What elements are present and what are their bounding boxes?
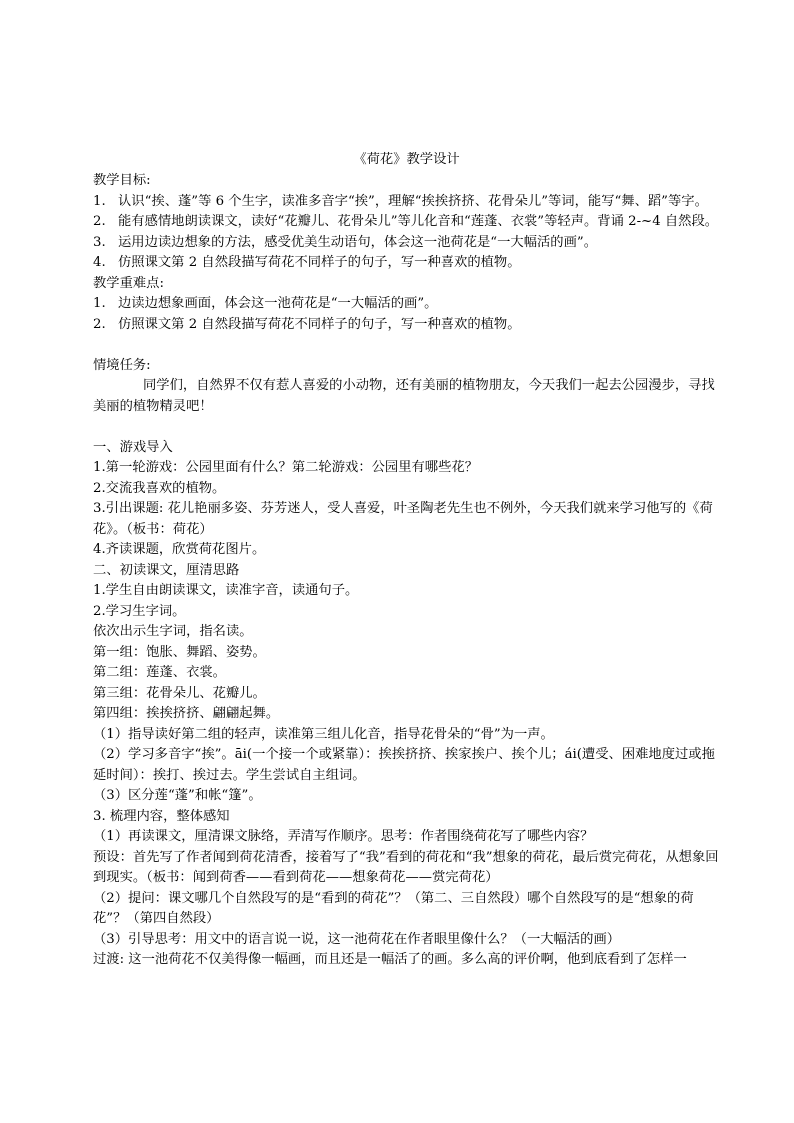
- body-line: 过渡: 这一池荷花不仅美得像一幅画，而且还是一幅活了的画。多么高的评价啊，他到底看到了怎样一: [93, 952, 687, 967]
- body-line: 第一组：饱胀、舞蹈、姿势。: [93, 644, 266, 660]
- body-line: 预设：首先写了作者闻到荷花清香，接着写了“我”看到的荷花和“我”想象的荷花，最后赏完荷花，从想象回到现实。（板书：闻到荷香——看到荷花——想象荷花——赏完荷花）: [93, 849, 719, 885]
- body-line: 4.齐读课题，欣赏荷花图片。: [93, 542, 266, 557]
- item-text: 仿照课文第 2 自然段描写荷花不同样子的句子，写一种喜欢的植物。: [118, 316, 521, 332]
- task-heading: 情境任务:: [93, 357, 151, 373]
- body-line: 1.第一轮游戏：公园里面有什么？第二轮游戏：公园里有哪些花？: [93, 460, 478, 475]
- blank-line: [93, 335, 720, 356]
- body-line: （3）区分莲“蓬”和帐“篷”。: [93, 788, 262, 803]
- body-line: 3. 梳理内容，整体感知: [93, 808, 230, 824]
- body-line: 1.学生自由朗读课文，读准字音，读通句子。: [93, 583, 359, 598]
- key-point-item: [93, 294, 720, 315]
- objective-item: [93, 212, 720, 233]
- objective-item: [93, 253, 720, 274]
- objectives-heading: 教学目标:: [93, 173, 151, 188]
- item-text: 运用边读边想象的方法，感受优美生动语句，体会这一池荷花是“一大幅活的画”。: [118, 234, 597, 250]
- task-paragraph: 同学们，自然界不仅有惹人喜爱的小动物，还有美丽的植物朋友，今天我们一起去公园漫步，寻找美丽的植物精灵吧！: [93, 378, 715, 414]
- item-number: 2.: [93, 316, 106, 332]
- body-line: （1）再读课文，厘清课文脉络，弄清写作顺序。思考：作者围绕荷花写了哪些内容？: [93, 829, 594, 844]
- body-line: 第四组：挨挨挤挤、翩翩起舞。: [93, 706, 280, 721]
- key-point-item: [93, 315, 720, 336]
- body-line: （3）引导思考：用文中的语言说一说，这一池荷花在作者眼里像什么？（一大幅活的画）: [93, 931, 621, 947]
- lesson-body: [93, 438, 720, 971]
- item-number: 1.: [93, 296, 106, 311]
- item-text: 仿照课文第 2 自然段描写荷花不同样子的句子，写一种喜欢的植物。: [118, 255, 521, 270]
- item-number: 2.: [93, 214, 106, 229]
- body-line: 3.引出课题: 花儿艳丽多姿、芬芳迷人，受人喜爱，叶圣陶老先生也不例外，今天我们就来学习他写的《荷花》。（板书：荷花）: [93, 501, 713, 537]
- key-points-heading: 教学重难点:: [93, 275, 164, 291]
- item-number: 1.: [93, 193, 106, 209]
- objective-item: [93, 192, 720, 213]
- body-line: （1）指导读好第二组的轻声，读准第三组儿化音，指导花骨朵的“骨”为一声。: [93, 726, 554, 742]
- item-text: 认识“挨、蓬”等 6 个生字，读准多音字“挨”，理解“挨挨挤挤、花骨朵儿”等词，能写“舞、蹈”等字。: [118, 193, 708, 209]
- document-page: [93, 150, 720, 971]
- body-line: 第三组：花骨朵儿、花瓣儿。: [93, 685, 266, 701]
- item-text: 能有感情地朗读课文，读好“花瓣儿、花骨朵儿”等儿化音和“莲蓬、衣裳”等轻声。背诵 2-~4 自然段。: [118, 214, 719, 229]
- body-line: 一、游戏导入: [93, 439, 173, 455]
- body-line: 第二组：莲蓬、衣裳。: [93, 665, 226, 680]
- item-number: 4.: [93, 255, 106, 270]
- key-points-list: [93, 294, 720, 335]
- document-title: 《荷花》教学设计: [353, 152, 460, 167]
- body-line: 二、初读课文，厘清思路: [93, 562, 240, 578]
- body-line: 2.学习生字词。: [93, 603, 186, 619]
- body-line: （2）提问：课文哪几个自然段写的是“看到的荷花”？（第二、三自然段）哪个自然段写的是“想象的荷花”？（第四自然段）: [93, 890, 694, 926]
- blank-line: [93, 417, 720, 438]
- body-line: （2）学习多音字“挨”。āi(一个接一个或紧靠）：挨挨挤挤、挨家挨户、挨个儿；ái(遭受、困难地度过或拖延时间）：挨打、挨过去。学生尝试自主组词。: [93, 747, 715, 783]
- objective-item: [93, 233, 720, 254]
- item-text: 边读边想象画面，体会这一池荷花是“一大幅活的画”。: [118, 296, 438, 311]
- body-line: 2.交流我喜欢的植物。: [93, 480, 226, 496]
- item-number: 3.: [93, 234, 106, 250]
- objectives-list: [93, 192, 720, 274]
- body-line: 依次出示生字词，指名读。: [93, 624, 253, 639]
